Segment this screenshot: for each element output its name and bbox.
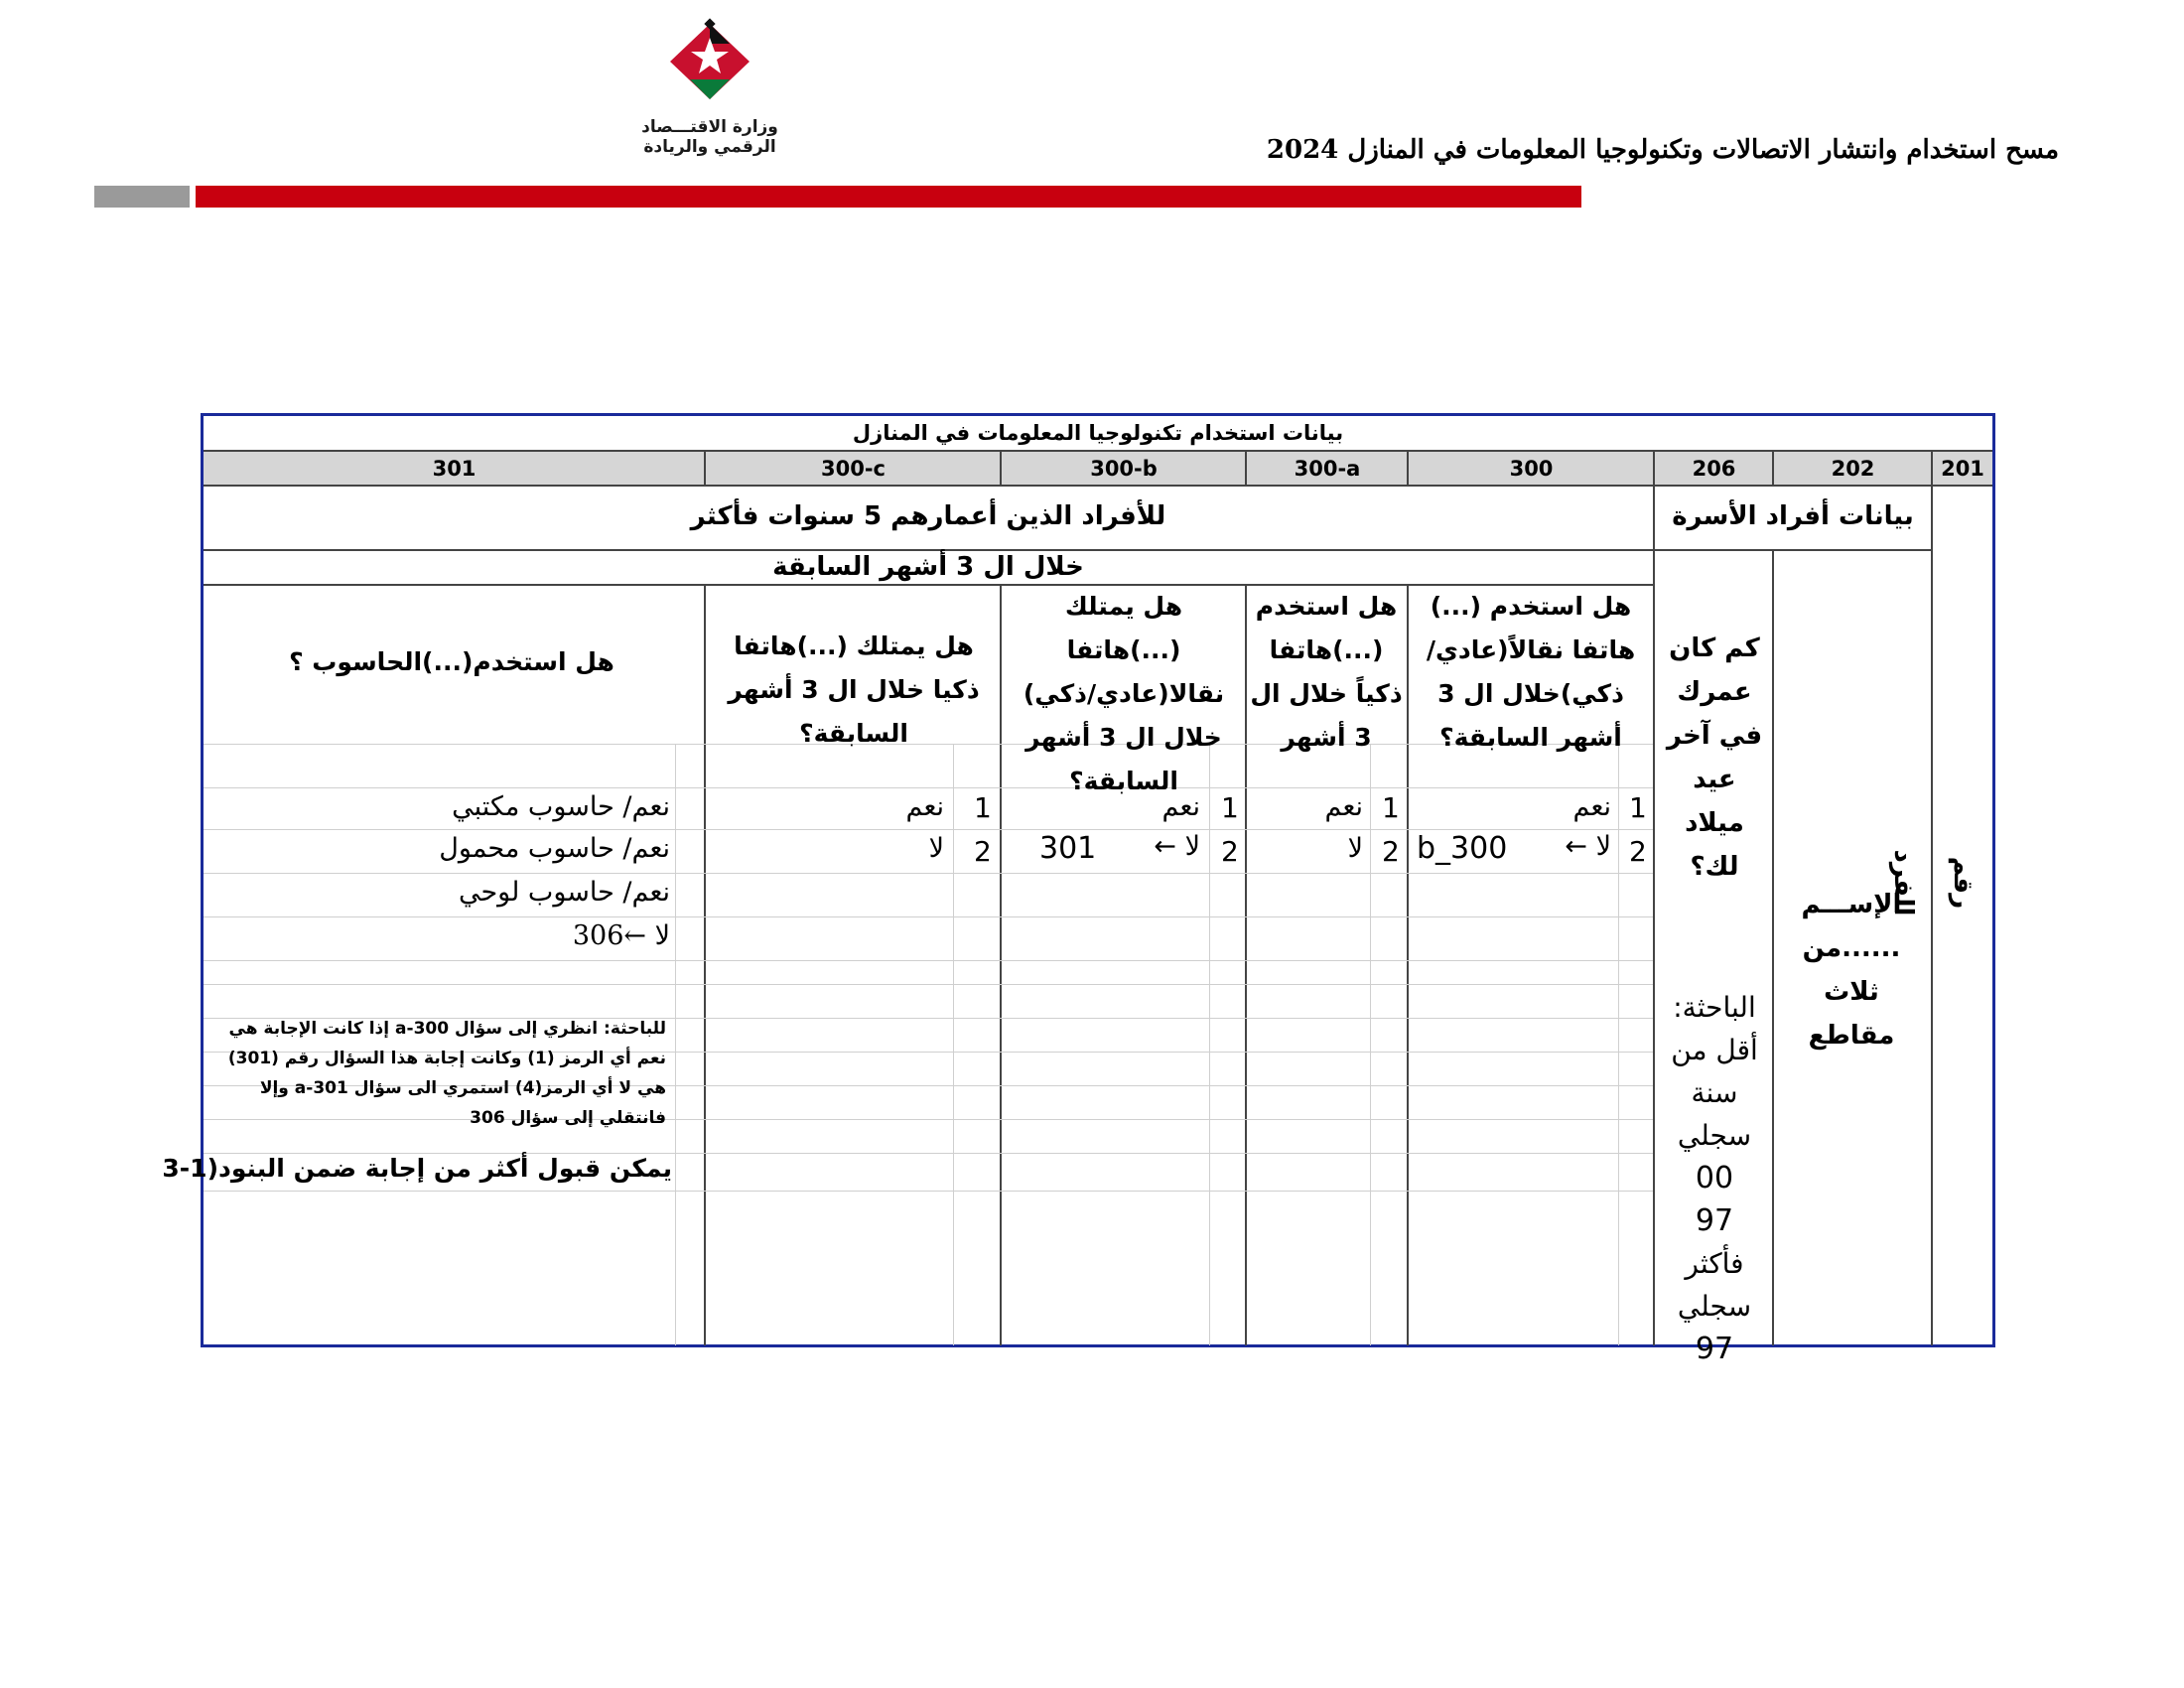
q300a-code-1: 1 [1382,791,1400,824]
ministry-name-line-2: الرقمي والريادة [643,137,776,157]
grid-line [1370,744,1371,1345]
q300a-no: لا [1347,833,1363,864]
rule [1000,584,1002,1345]
code-300b: 300-b [1090,457,1158,481]
grid-line [204,873,1653,874]
col-202-label: الإســـم ......من ثلاث مقاطع [1801,890,1902,1051]
note-line: سنة [1691,1076,1738,1109]
rule [1772,452,1774,485]
rule [1245,452,1247,485]
q300-yes: نعم [1572,791,1611,822]
question-300: هل استخدم (...) هاتفا نقالاً(عادي/ذكي)خلال ال 3 أشهر السابقة؟ [1426,592,1636,752]
q300-skip-target: b_300 [1417,831,1508,866]
rule [1245,584,1247,1345]
code-206: 206 [1692,457,1736,481]
q300c-yes: نعم [905,791,944,822]
grid-line [1209,744,1210,1345]
rule [1655,549,1933,551]
question-301: هل استخدم(...)الحاسوب ؟ [289,647,614,676]
rule [704,584,706,1345]
rule [1000,452,1002,485]
ministry-name-line-1: وزارة الاقتـــصاد [641,117,778,137]
col-206-question: كم كان عمرك في آخر عيد ميلاد لك؟ [1666,633,1763,882]
q300-code-2: 2 [1629,835,1647,868]
note-line: أقل من [1671,1034,1758,1066]
grid-line [204,829,1653,830]
code-202: 202 [1831,457,1875,481]
note-line: 00 [1695,1161,1734,1196]
q300b-no [1113,831,1200,862]
note-line: 97 [1695,1332,1734,1366]
note-line: سجلي [1677,1119,1752,1152]
col-206-note [1659,986,1770,1366]
survey-table [162,413,1995,1366]
q301-option-no: لا ←306 [572,920,670,951]
jordan-emblem-icon [635,20,784,119]
grid-line [204,960,1653,961]
q300-no [1524,831,1611,862]
document-title: مسح استخدام وانتشار الاتصالات وتكنولوجيا المعلومات في المنازل 2024 [1266,135,2059,165]
rule [1407,452,1409,485]
note-line: سجلي [1677,1290,1752,1323]
skip-arrow-icon: ← [1565,831,1587,862]
ministry-name [625,117,794,157]
group-5-plus: للأفراد الذين أعمارهم 5 سنوات فأكثر [690,501,1166,531]
code-201: 201 [1941,457,1984,481]
multi-answer-note: يمكن قبول أكثر من إجابة ضمن البنود(1-3 [162,1154,672,1183]
q300-no-label: لا [1595,831,1611,862]
q300c-code-1: 1 [974,791,992,824]
code-301: 301 [432,457,477,481]
q300b-code-1: 1 [1221,791,1239,824]
rule [204,450,1992,452]
skip-arrow-icon: ← [1154,831,1176,862]
q301-option-desktop: نعم/ حاسوب مكتبي [452,791,670,822]
grid-line [953,744,954,1345]
question-300a: هل استخدم (...)هاتفا ذكياً خلال ال 3 أشهر [1250,592,1403,752]
group-household: بيانات أفراد الأسرة [1672,501,1914,531]
q301-option-laptop: نعم/ حاسوب محمول [439,833,670,864]
col-201-label: رقم الفرد [1888,849,1978,916]
grid-line [204,787,1653,788]
grid-line [1618,744,1619,1345]
header-bar-gray [94,186,190,208]
rule [1653,452,1655,1345]
grid-line [204,984,1653,985]
code-300a: 300-a [1294,457,1361,481]
q300b-skip-target: 301 [1039,831,1097,866]
q300b-yes: نعم [1161,791,1200,822]
q300c-no: لا [928,833,944,864]
rule [704,452,706,485]
grid-line [675,744,676,1345]
rule [1772,549,1774,1345]
code-300: 300 [1509,457,1554,481]
q300b-code-2: 2 [1221,835,1239,868]
section-title: بيانات استخدام تكنولوجيا المعلومات في المنازل [852,421,1344,445]
q300b-no-label: لا [1184,831,1200,862]
q301-option-tablet: نعم/ حاسوب لوحي [458,877,670,908]
note-line: 97 [1695,1203,1734,1238]
q300-code-1: 1 [1629,791,1647,824]
question-300c: هل يمتلك (...)هاتفا ذكيا خلال ال 3 أشهر السابقة؟ [728,632,980,748]
note-line: الباحثة: [1673,991,1756,1024]
rule [1407,584,1409,1345]
q300a-yes: نعم [1324,791,1363,822]
note-line: فأكثر [1685,1247,1744,1280]
q300c-code-2: 2 [974,835,992,868]
grid-line [204,916,1653,917]
rule [204,485,1992,487]
header-bar-red [196,186,1581,208]
code-300c: 300-c [821,457,886,481]
question-300b: هل يمتلك (...)هاتفا نقالا(عادي/ذكي) خلال ال 3 أشهر السابقة؟ [1023,592,1225,795]
q300a-code-2: 2 [1382,835,1400,868]
grid-line [204,1191,1653,1192]
period-label: خلال ال 3 أشهر السابقة [772,552,1084,582]
researcher-note: للباحثة: انظري إلى سؤال 300-a إذا كانت الإجابة هي نعم أي الرمز (1) وكانت إجابة هذا السؤال رقم (301) هي لا أي الرمز(4) استمري الى سؤال 301-a وإلا فانتقلي إلى سؤال 306 [227,1019,666,1128]
